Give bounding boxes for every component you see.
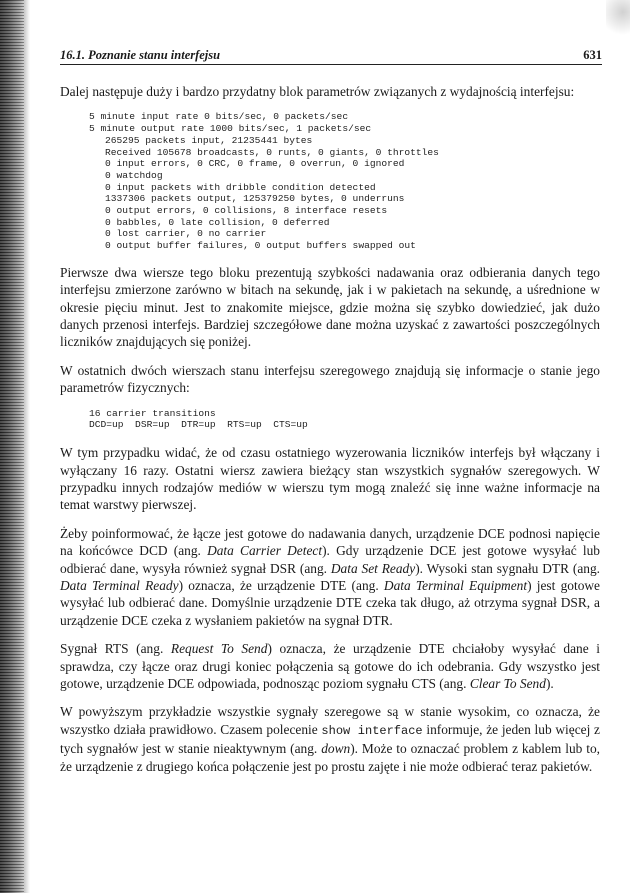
page-header [60,48,602,65]
paragraph-dce-signals: Żeby poinformować, że łącze jest gotowe do nadawania danych, urządzenie DCE podnosi napięcie na końcówce DCD (ang. Data Carrier Detect). Gdy urządzenie DCE jest gotowe wysyłać lub odbierać dane, wysyła również sygnał DSR (ang. Data Set Ready). Wysoki stan sygnału DTR (ang. Data Terminal Ready) oznacza, że urządzenie DTE (ang. Data Terminal Equipment) jest gotowe wysyłać lub odbierać dane. Domyślnie urządzenie DTE czeka tak długo, aż otrzyma sygnał DSR, a urządzenie DCE czeka z wysłaniem pakietów na sygnał DTR. [60,525,600,628]
paragraph-intro: Dalej następuje duży i bardzo przydatny blok parametrów związanych z wydajnością interfejsu: [60,84,575,99]
code-line: 0 watchdog [105,169,163,181]
section-title: 16.1. Poznanie stanu interfejsu [60,48,221,62]
scan-speck [606,0,630,40]
inline-command: show interface [321,723,423,738]
code-line: 5 minute input rate 0 bits/sec, 0 packets/sec [89,111,349,123]
paragraph-summary: W powyższym przykładzie wszystkie sygnały szeregowe są w stanie wysokim, co oznacza, że wszystko działa prawidłowo. Czasem polecenie show interface informuje, że jeden lub więcej z tych sygnałów jest w stanie nieaktywnym (ang. down). Może to oznaczać problem z kablem lub to, że urządzenie z drugiego końca połączenie jest po prostu zajęte i nie może odbierać teraz pakietów. [60,704,600,774]
paragraph-rates: Pierwsze dwa wiersze tego bloku prezentują szybkości nadawania oraz odbierania danych tego interfejsu zmierzone zarówno w bitach na sekundę, jak i w pakietach na sekundę, a uśrednione w okresie pięciu minut. Jest to znakomite miejsce, gdzie można się szybko dowiedzieć, jak dużo danych przenosi interfejs. Bardziej szczegółowe dane można uzyskać z zawartości poszczególnych liczników znajdujących się poniżej. [60,264,600,350]
code-line: 0 input packets with dribble condition detected [105,181,376,193]
code-line: Received 105678 broadcasts, 0 runts, 0 giants, 0 throttles [105,146,439,158]
code-line: 5 minute output rate 1000 bits/sec, 1 packets/sec [89,123,372,135]
scan-noise [0,0,24,893]
page-number: 631 [583,48,602,62]
paragraph-physical: W ostatnich dwóch wierszach stanu interfejsu szeregowego znajdują się informacje o stanie jego parametrów fizycznych: [60,362,600,396]
code-line: 0 babbles, 0 late collision, 0 deferred [105,216,330,228]
code-line: 0 output buffer failures, 0 output buffers swapped out [105,240,416,252]
code-line: 0 output errors, 0 collisions, 8 interface resets [105,205,388,217]
paragraph-rts-cts: Sygnał RTS (ang. Request To Send) oznacza, że urządzenie DTE chciałoby wysyłać dane i sprawdza, czy łącze oraz drugi koniec połączenia są gotowe do ich odebrania. Gdy wszystko jest gotowe, urządzenie DCE odpowiada, podnosząc poziom sygnału CTS (ang. Clear To Send). [60,641,601,691]
code-line: DCD=up DSR=up DTR=up RTS=up CTS=up [89,419,308,431]
code-line: 16 carrier transitions [89,407,216,419]
code-line: 0 input errors, 0 CRC, 0 frame, 0 overrun, 0 ignored [105,158,405,170]
code-line: 1337306 packets output, 125379250 bytes, 0 underruns [105,193,405,205]
page-body [60,83,600,775]
code-line: 265295 packets input, 21235441 bytes [105,134,313,146]
code-block-performance [89,111,600,251]
paragraph-transitions: W tym przypadku widać, że od czasu ostatniego wyzerowania liczników interfejs był włączany i wyłączany 16 razy. Ostatni wiersz zawiera bieżący stan wszystkich sygnałów szeregowych. W przypadku innych rodzajów mediów w wierszu tym mogą znaleźć się inne ważne informacje na temat warstwy pierwszej. [60,445,600,513]
code-line: 0 lost carrier, 0 no carrier [105,228,267,240]
code-block-signals [89,408,600,431]
